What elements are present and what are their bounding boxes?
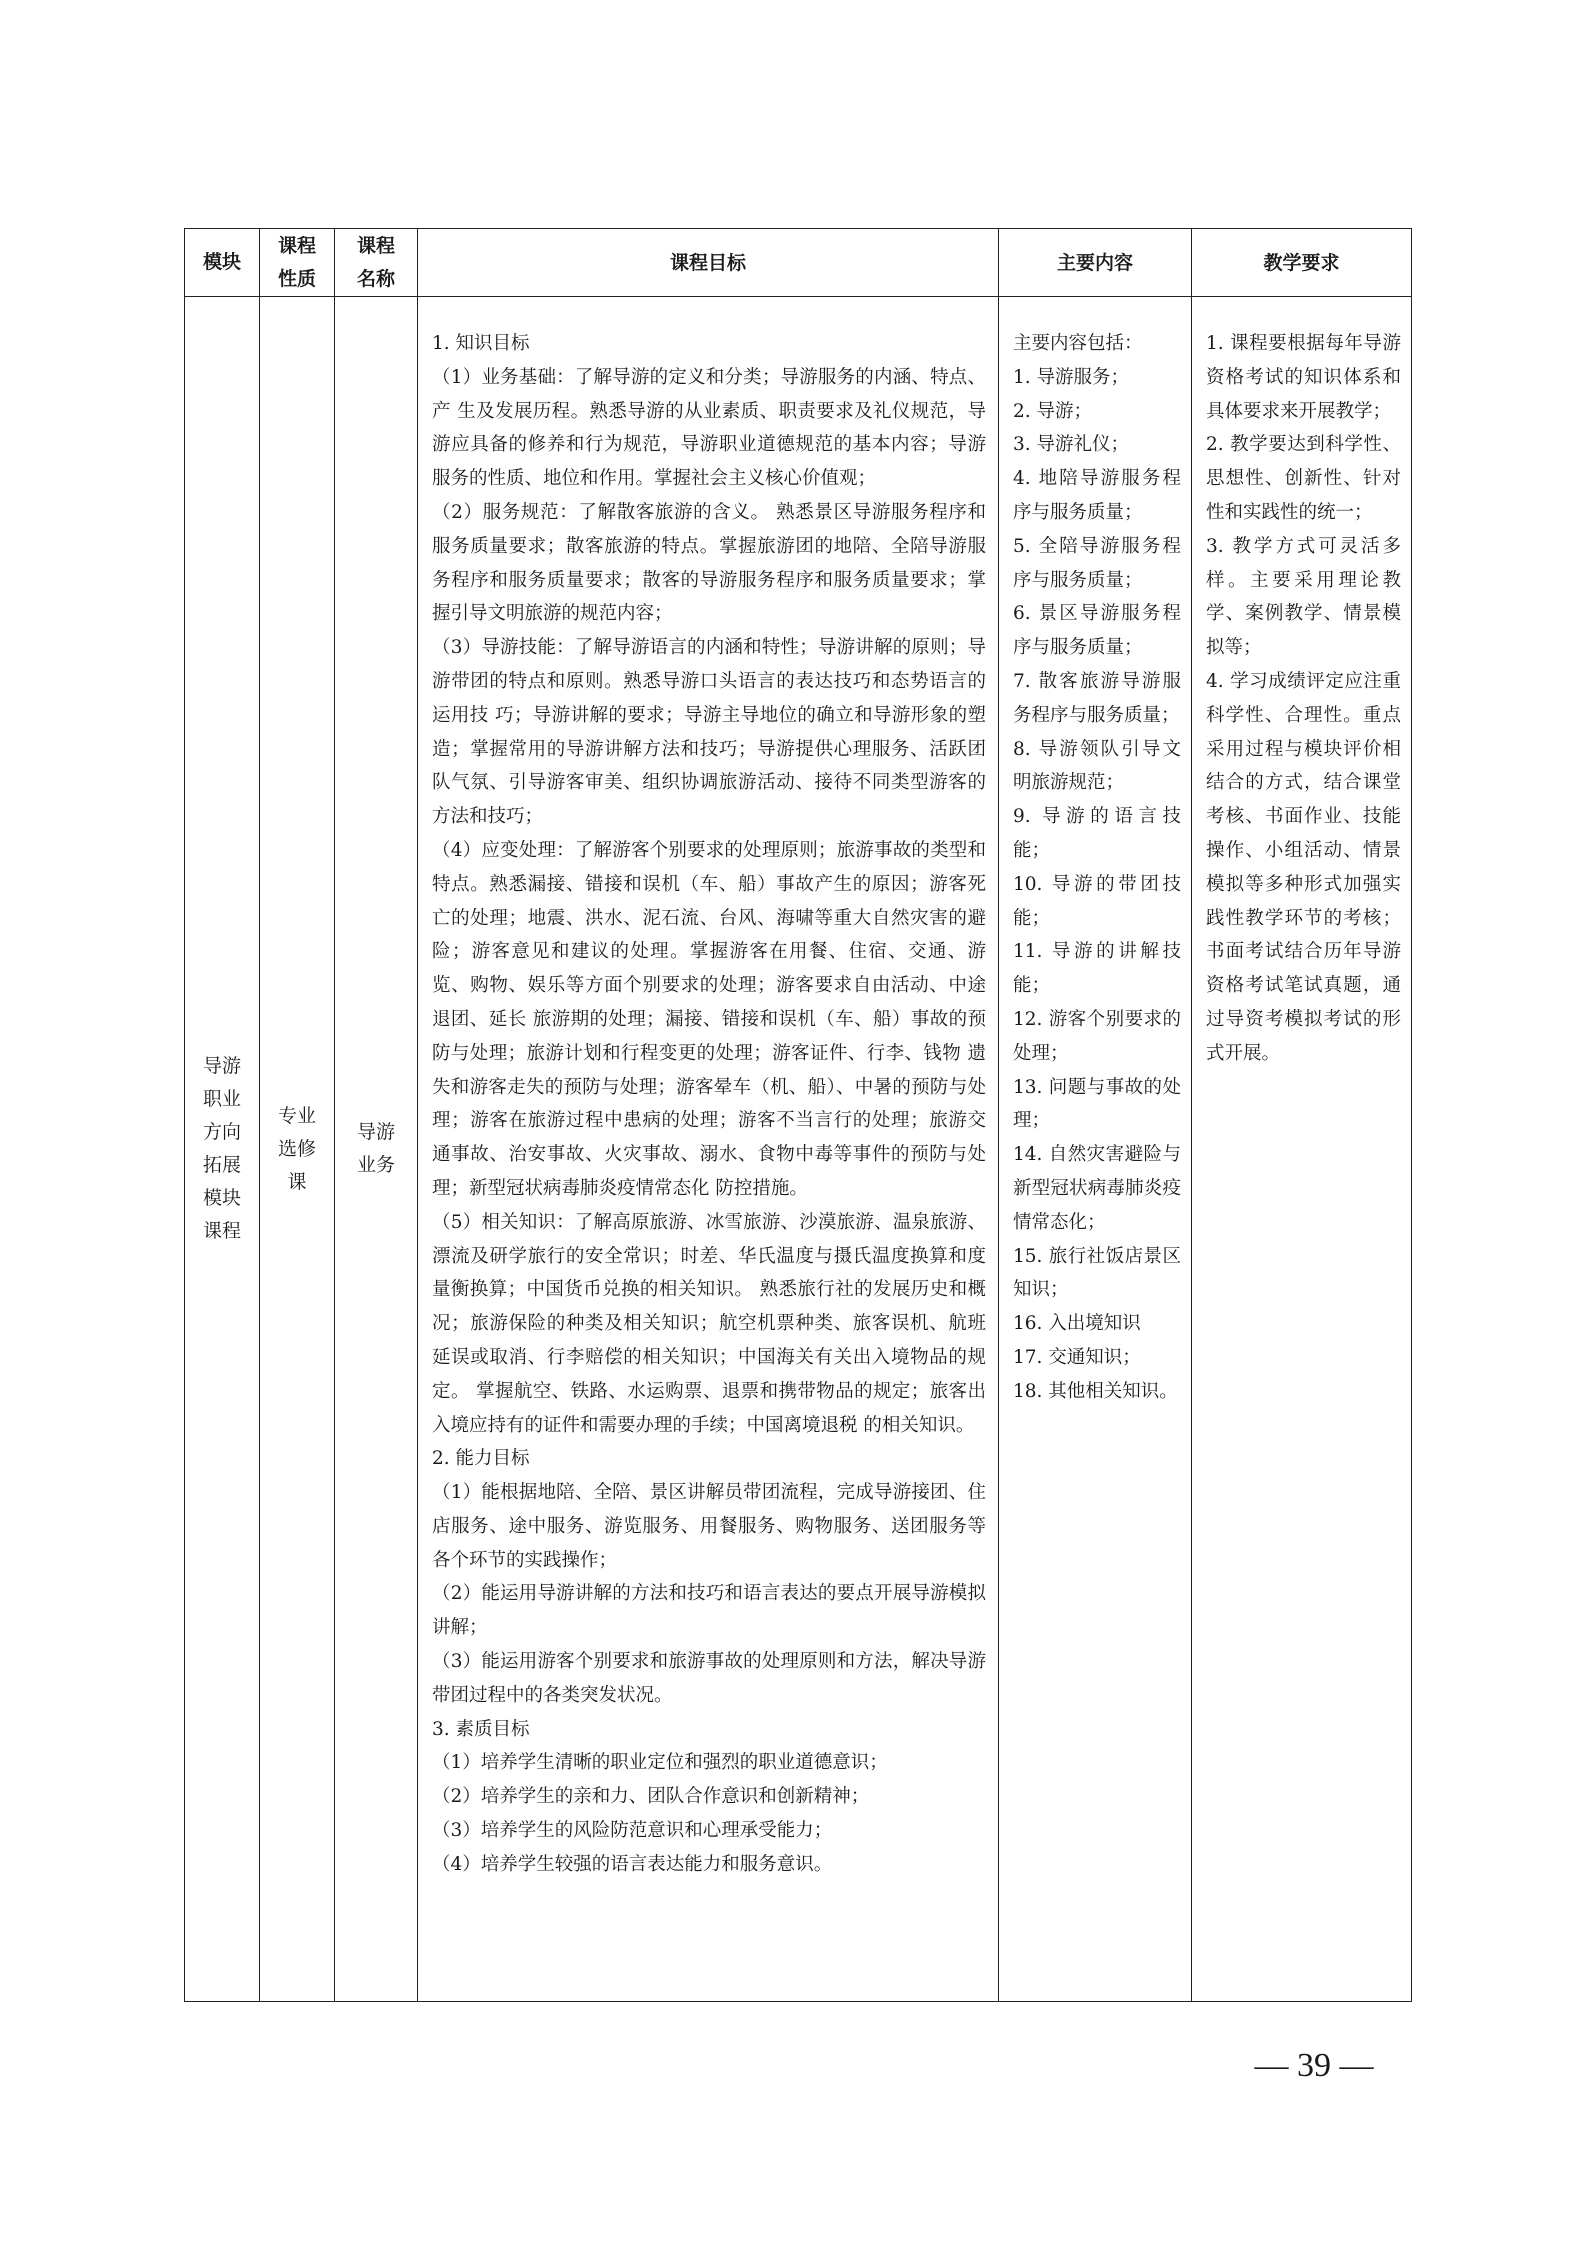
list-item: 15. 旅行社饭店景区知识； <box>1013 1245 1181 1301</box>
course-table <box>184 228 1412 2002</box>
list-item: 4. 学习成绩评定应注重科学性、合理性。重点采用过程与模块评价相结合的方式，结合课堂考核、书面作业、技能操作、小组活动、情景模拟等多种形式加强实践性教学环节的考核；书面考试结合历年导游资格考试笔试真题，通过导资考模拟考试的形式开展。 <box>1206 670 1401 1064</box>
header-row <box>185 229 1412 297</box>
header-goals: 课程目标 <box>418 229 999 297</box>
goals-line: （2）培养学生的亲和力、团队合作意识和创新精神； <box>432 1786 870 1808</box>
goals-line: 1. 知识目标 <box>432 333 530 354</box>
goals-line: （4）培养学生较强的语言表达能力和服务意识。 <box>432 1853 833 1875</box>
course-row <box>185 297 1412 2002</box>
cell-module <box>185 297 260 2002</box>
goals-line: （5）相关知识：了解高原旅游、冰雪旅游、沙漠旅游、温泉旅游、漂流及研学旅行的安全常识；时差、华氏温度与摄氏温度换算和度量衡换算；中国货币兑换的相关知识。 熟悉旅行社的发展历史和概况；旅游保险的种类及相关知识；航空机票种类、旅客误机、航班延误或取消、行李赔偿的相关知识；中国海关有关出入境物品的规定。 掌握航空、铁路、水运购票、退票和携带物品的规定；旅客出入境应持有的证件和需要办理的手续；中国离境退税 的相关知识。 <box>432 1211 986 1436</box>
goals-line: （2）能运用导游讲解的方法和技巧和语言表达的要点开展导游模拟讲解； <box>432 1583 986 1639</box>
list-item: 8. 导游领队引导文明旅游规范； <box>1013 738 1181 794</box>
module-text: 导游职业方向拓展模块课程 <box>202 1055 241 1242</box>
goals-line: （4）应变处理：了解游客个别要求的处理原则；旅游事故的类型和特点。熟悉漏接、错接和误机（车、船）事故产生的原因；游客死亡的处理；地震、洪水、泥石流、台风、海啸等重大自然灾害的避险；游客意见和建议的处理。掌握游客在用餐、住宿、交通、游览、购物、娱乐等方面个别要求的处理；游客要求自由活动、中途退团、延长 旅游期的处理；漏接、错接和误机（车、船）事故的预防与处理；旅游计划和行程变更的处理；游客证件、行李、钱物 遗失和游客走失的预防与处理；游客晕车（机、船）、中暑的预防与处理；游客在旅游过程中患病的处理；游客不当言行的处理；旅游交通事故、治安事故、火灾事故、溺水、食物中毒等事件的预防与处理；新型冠状病毒肺炎疫情常态化 防控措施。 <box>432 839 986 1199</box>
list-item: 3. 导游礼仪； <box>1013 434 1130 456</box>
goals-line: （3）培养学生的风险防范意识和心理承受能力； <box>432 1820 833 1842</box>
cell-nature <box>260 297 335 2002</box>
header-requirements: 教学要求 <box>1192 229 1412 297</box>
cell-goals <box>418 297 999 2002</box>
nature-text: 专业选修课 <box>277 1104 316 1193</box>
header-name: 课程名称 <box>335 229 418 297</box>
header-content: 主要内容 <box>999 229 1192 297</box>
goals-line: 2. 能力目标 <box>432 1448 530 1470</box>
content-list <box>999 297 1191 1409</box>
cell-content <box>999 297 1192 2002</box>
list-item: 10. 导游的带团技能； <box>1013 873 1181 929</box>
list-item: 1. 课程要根据每年导游资格考试的知识体系和具体要求来开展教学； <box>1206 333 1401 422</box>
list-item: 1. 导游服务； <box>1013 366 1130 388</box>
list-item: 5. 全陪导游服务程序与服务质量； <box>1013 535 1181 591</box>
goals-line: 3. 素质目标 <box>432 1718 530 1740</box>
list-item: 18. 其他相关知识。 <box>1013 1380 1178 1402</box>
header-module: 模块 <box>185 229 260 297</box>
list-item: 16. 入出境知识 <box>1013 1313 1141 1335</box>
goals-line: （2）服务规范：了解散客旅游的含义。 熟悉景区导游服务程序和服务质量要求；散客旅游的特点。掌握旅游团的地陪、全陪导游服务程序和服务质量要求；散客的导游服务程序和服务质量要求；掌握引导文明旅游的规范内容； <box>432 501 986 625</box>
list-item: 3. 教学方式可灵活多样。主要采用理论教学、案例教学、情景模拟等； <box>1206 535 1401 659</box>
page-number: — 39 — <box>1254 2047 1374 2084</box>
goals-line: （3）导游技能：了解导游语言的内涵和特性；导游讲解的原则；导游带团的特点和原则。熟悉导游口头语言的表达技巧和态势语言的运用技 巧；导游讲解的要求；导游主导地位的确立和导游形象的塑造；掌握常用的导游讲解方法和技巧；导游提供心理服务、活跃团队气氛、引导游客审美、组织协调旅游活动、接待不同类型游客的方法和技巧； <box>432 637 986 828</box>
goals-line: （3）能运用游客个别要求和旅游事故的处理原则和方法，解决导游带团过程中的各类突发状况。 <box>432 1651 986 1706</box>
cell-name <box>335 297 418 2002</box>
list-item: 14. 自然灾害避险与新型冠状病毒肺炎疫情常态化； <box>1013 1144 1181 1233</box>
list-item: 12. 游客个别要求的处理； <box>1013 1008 1181 1064</box>
list-item: 2. 教学要达到科学性、思想性、创新性、针对性和实践性的统一； <box>1206 434 1401 523</box>
list-item: 2. 导游； <box>1013 400 1093 422</box>
header-nature: 课程性质 <box>260 229 335 297</box>
name-text: 导游业务 <box>356 1121 395 1176</box>
list-item: 6. 景区导游服务程序与服务质量； <box>1013 603 1181 659</box>
list-item: 17. 交通知识； <box>1013 1346 1141 1368</box>
list-item: 7. 散客旅游导游服务程序与服务质量； <box>1013 670 1181 726</box>
list-item: 9. 导游的语言技能； <box>1013 806 1181 861</box>
list-item: 主要内容包括： <box>1013 333 1143 354</box>
requirements-list <box>1192 297 1411 1071</box>
list-item: 13. 问题与事故的处理； <box>1013 1076 1181 1132</box>
goals-text <box>418 297 998 1882</box>
list-item: 4. 地陪导游服务程序与服务质量； <box>1013 468 1181 523</box>
goals-line: （1）培养学生清晰的职业定位和强烈的职业道德意识； <box>432 1752 888 1774</box>
cell-requirements <box>1192 297 1412 2002</box>
goals-line: （1）业务基础：了解导游的定义和分类；导游服务的内涵、特点、产 生及发展历程。熟悉导游的从业素质、职责要求及礼仪规范，导游应具备的修养和行为规范，导游职业道德规范的基本内容；导游服务的性质、地位和作用。掌握社会主义核心价值观； <box>432 366 986 490</box>
list-item: 11. 导游的讲解技能； <box>1013 941 1181 997</box>
goals-line: （1）能根据地陪、全陪、景区讲解员带团流程，完成导游接团、住店服务、途中服务、游览服务、用餐服务、购物服务、送团服务等各个环节的实践操作； <box>432 1482 986 1571</box>
